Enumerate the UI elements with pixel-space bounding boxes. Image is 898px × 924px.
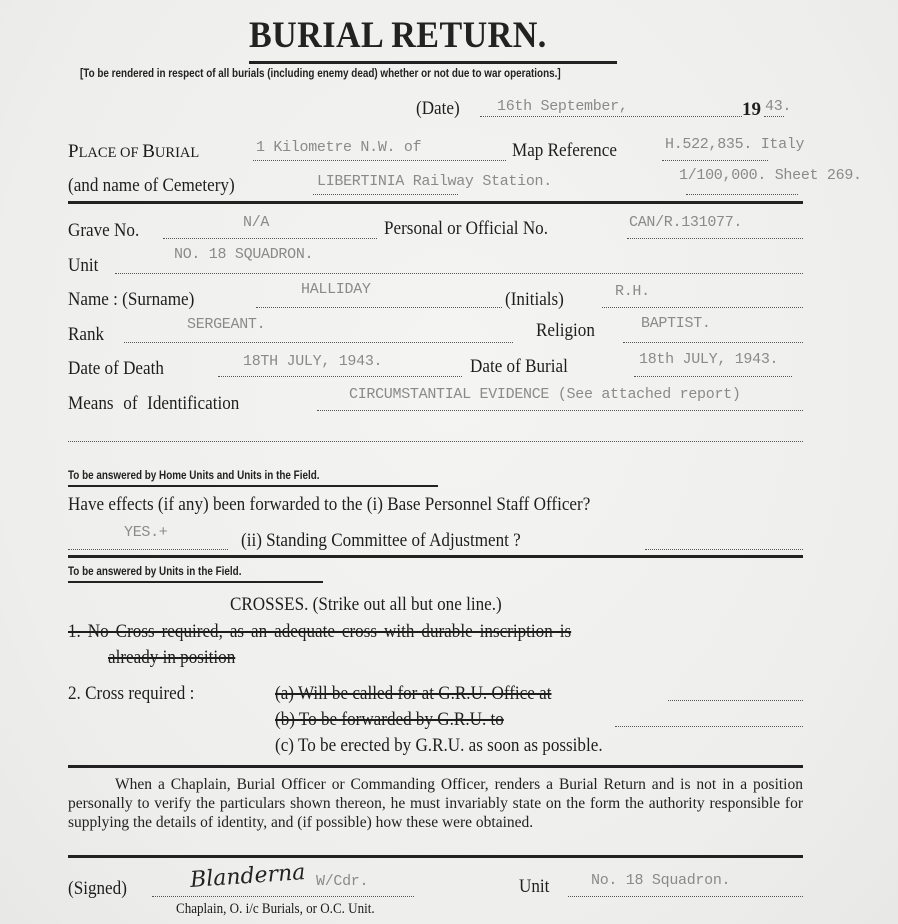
personal-no-label: Personal or Official No. [384,218,548,239]
home-units-heading-underline [68,485,438,487]
place-dotted-line [253,160,506,161]
grave-no-value[interactable]: N/A [243,214,270,231]
cross-option-2a: (a) Will be called for at G.R.U. Office at [275,683,552,704]
effects-answer-dotted-line [68,549,228,550]
label-part: P [68,141,79,162]
cross-option-2c: (c) To be erected by G.R.U. as soon as possible. [275,735,603,756]
section-divider [68,765,803,768]
surname-label: Name : (Surname) [68,289,195,310]
effects-question: Have effects (if any) been forwarded to the (i) Base Personnel Staff Officer? [68,494,591,515]
signature-unit-dotted-line [568,896,803,897]
effects-answer-i[interactable]: YES.+ [124,524,168,541]
field-units-heading-underline [68,581,323,583]
crosses-title: CROSSES. (Strike out all but one line.) [230,594,502,615]
map-reference-value[interactable]: H.522,835. Italy [665,136,805,153]
section-divider [68,201,803,204]
surname-dotted-line [256,307,502,308]
date-of-burial-label: Date of Burial [470,356,568,377]
home-units-heading: To be answered by Home Units and Units in the Field. [68,470,320,482]
unit-dotted-line [115,273,803,274]
committee-question: (ii) Standing Committee of Adjustment ? [241,530,521,551]
identification-dotted-line [317,410,803,411]
identification-second-line[interactable] [68,441,803,442]
signed-label: (Signed) [68,878,127,899]
date-of-death-value[interactable]: 18TH JULY, 1943. [243,353,383,370]
identification-label: Means of Identification [68,393,240,414]
cemetery-value[interactable]: LIBERTINIA Railway Station. [317,173,552,190]
grave-no-dotted-line [163,238,377,239]
map-sheet-value[interactable]: 1/100,000. Sheet 269. [679,167,862,184]
cross-option-2b: (b) To be forwarded by G.R.U. to [275,709,504,730]
initials-dotted-line [602,307,803,308]
personal-no-value[interactable]: CAN/R.131077. [629,214,743,231]
cemetery-label: (and name of Cemetery) [68,175,235,196]
initials-label: (Initials) [505,289,564,310]
religion-label: Religion [536,320,595,341]
religion-dotted-line [623,342,803,343]
cross-option-1-line-1: 1. No Cross required, as an adequate cross with durable inscription is [68,621,572,642]
place-of-burial-value[interactable]: 1 Kilometre N.W. of [256,139,422,156]
date-of-death-label: Date of Death [68,358,164,379]
initials-value[interactable]: R.H. [615,283,650,300]
year-prefix: 19 [742,99,761,120]
cemetery-dotted-line [313,194,458,195]
rank-dotted-line [124,342,513,343]
date-of-burial-value[interactable]: 18th JULY, 1943. [639,351,779,368]
personal-no-dotted-line [627,238,803,239]
date-of-burial-dotted-line [634,376,792,377]
map-sheet-dotted-line [686,194,798,195]
date-label: (Date) [416,98,460,119]
chaplain-notice: When a Chaplain, Burial Officer or Commanding Officer, renders a Burial Return and is not in a position personally to verify the particulars shown thereon, he must invariably state on the form the authority responsible for supplying the details of identity, and (if possible) how these were obtained. [68,776,803,831]
date-value[interactable]: 16th September, [497,98,628,115]
title-underline [249,61,617,64]
identification-value[interactable]: CIRCUMSTANTIAL EVIDENCE (See attached report) [349,386,741,403]
rank-label: Rank [68,324,105,345]
cross-option-2-label: 2. Cross required : [68,683,195,704]
option-2b-dotted-line [615,726,803,727]
handwritten-signature[interactable]: Blanderna [189,860,307,893]
option-2a-dotted-line [668,700,803,701]
year-dotted-line [764,116,784,117]
label-part: LACE OF [78,145,143,161]
unit-value[interactable]: NO. 18 SQUADRON. [174,246,314,263]
map-reference-label: Map Reference [512,140,617,161]
signature-dotted-line [152,896,414,897]
unit-label: Unit [68,255,99,276]
grave-no-label: Grave No. [68,220,140,241]
signatory-rank[interactable]: W/Cdr. [316,873,369,890]
signature-unit-label: Unit [519,876,550,897]
year-value[interactable]: 43. [765,98,792,115]
form-title: BURIAL RETURN. [249,15,547,56]
label-part: B [142,141,155,162]
signature-unit-value[interactable]: No. 18 Squadron. [591,872,731,889]
label-part: URIAL [154,145,200,161]
surname-value[interactable]: HALLIDAY [301,281,371,298]
religion-value[interactable]: BAPTIST. [641,315,711,332]
form-subtitle: [To be rendered in respect of all burials (including enemy dead) whether or not due to war operations.] [80,68,561,80]
signatory-caption: Chaplain, O. i/c Burials, or O.C. Unit. [176,901,375,917]
rank-value[interactable]: SERGEANT. [187,316,266,333]
map-reference-dotted-line [662,160,768,161]
section-divider [68,555,803,558]
committee-dotted-line[interactable] [645,549,803,550]
field-units-heading: To be answered by Units in the Field. [68,566,242,578]
place-of-burial-label [68,141,199,163]
cross-option-1-line-2: already in position [108,647,236,668]
date-of-death-dotted-line [218,376,462,377]
date-dotted-line [480,116,742,117]
section-divider [68,855,803,858]
